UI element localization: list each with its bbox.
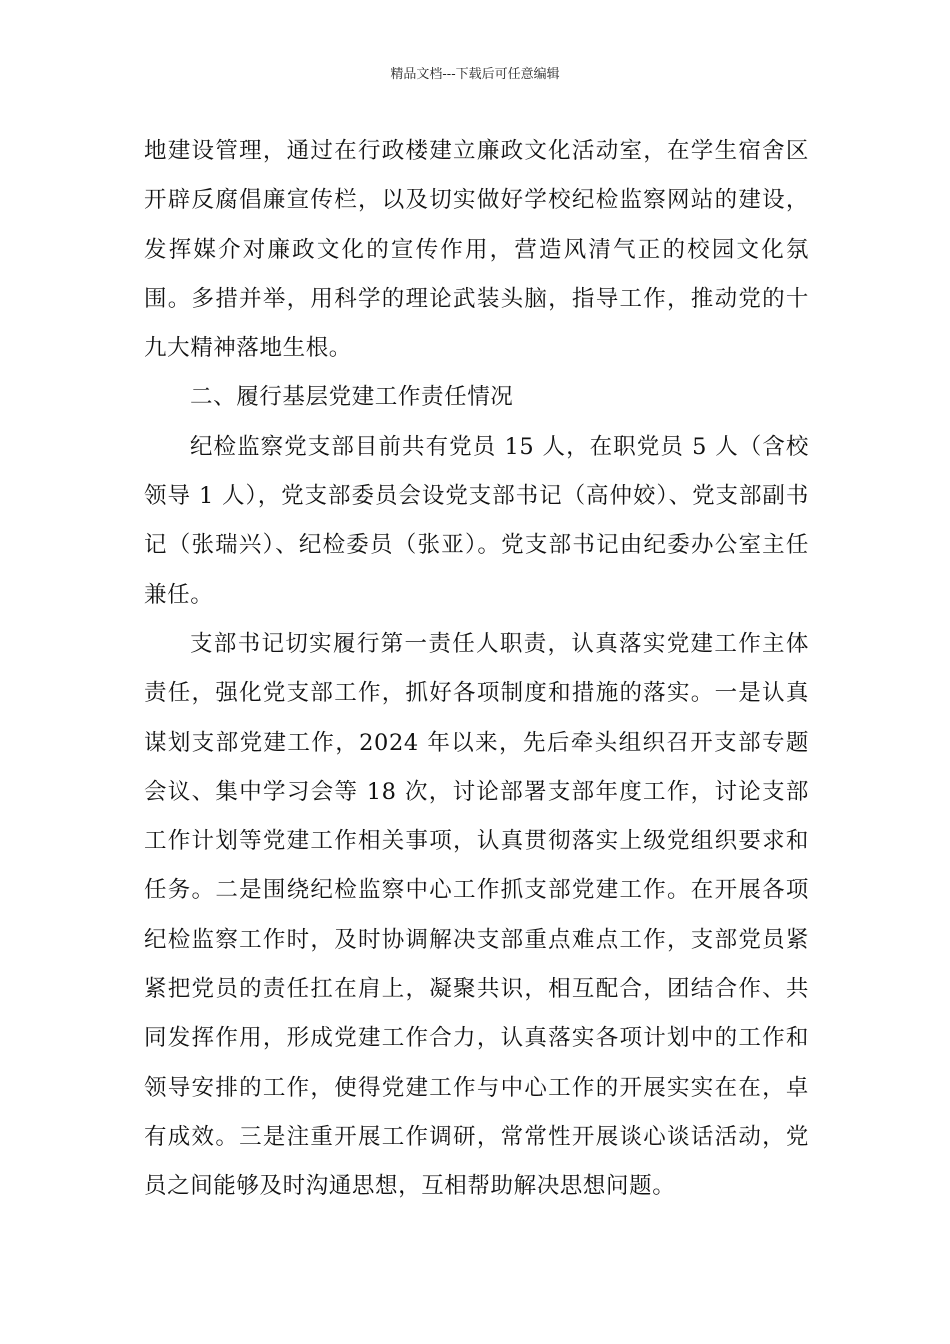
paragraph-branch-secretary-duties: 支部书记切实履行第一责任人职责，认真落实党建工作主体责任，强化党支部工作，抓好各项制度和措施的落实。一是认真谋划支部党建工作，2024 年以来，先后牵头组织召开支部专题会议、集中学习会等 18 次，讨论部署支部年度工作，讨论支部工作计划等党建工作相关事项，认真贯彻落实上级党组织要求和任务。二是围绕纪检监察中心工作抓支部党建工作。在开展各项纪检监察工作时，及时协调解决支部重点难点工作，支部党员紧紧把党员的责任扛在肩上，凝聚共识，相互配合，团结合作、共同发挥作用，形成党建工作合力，认真落实各项计划中的工作和领导安排的工作，使得党建工作与中心工作的开展实实在在，卓有成效。三是注重开展工作调研，常常性开展谈心谈话活动，党员之间能够及时沟通思想，互相帮助解决思想问题。 — [144, 630, 809, 1200]
section-heading: 二、履行基层党建工作责任情况 — [190, 384, 514, 411]
document-body — [144, 127, 809, 1212]
paragraph-continuation: 地建设管理，通过在行政楼建立廉政文化活动室，在学生宿舍区开辟反腐倡廉宣传栏，以及切实做好学校纪检监察网站的建设，发挥媒介对廉政文化的宣传作用，营造风清气正的校园文化氛围。多措并举，用科学的理论武装头脑，指导工作，推动党的十九大精神落地生根。 — [144, 138, 809, 362]
page-header: 精品文档---下载后可任意编辑 — [390, 67, 560, 82]
paragraph-party-branch-members: 纪检监察党支部目前共有党员 15 人，在职党员 5 人（含校领导 1 人），党支部委员会设党支部书记（高仲姣）、党支部副书记（张瑞兴）、纪检委员（张亚）。党支部书记由纪委办公室主任兼任。 — [144, 433, 809, 608]
